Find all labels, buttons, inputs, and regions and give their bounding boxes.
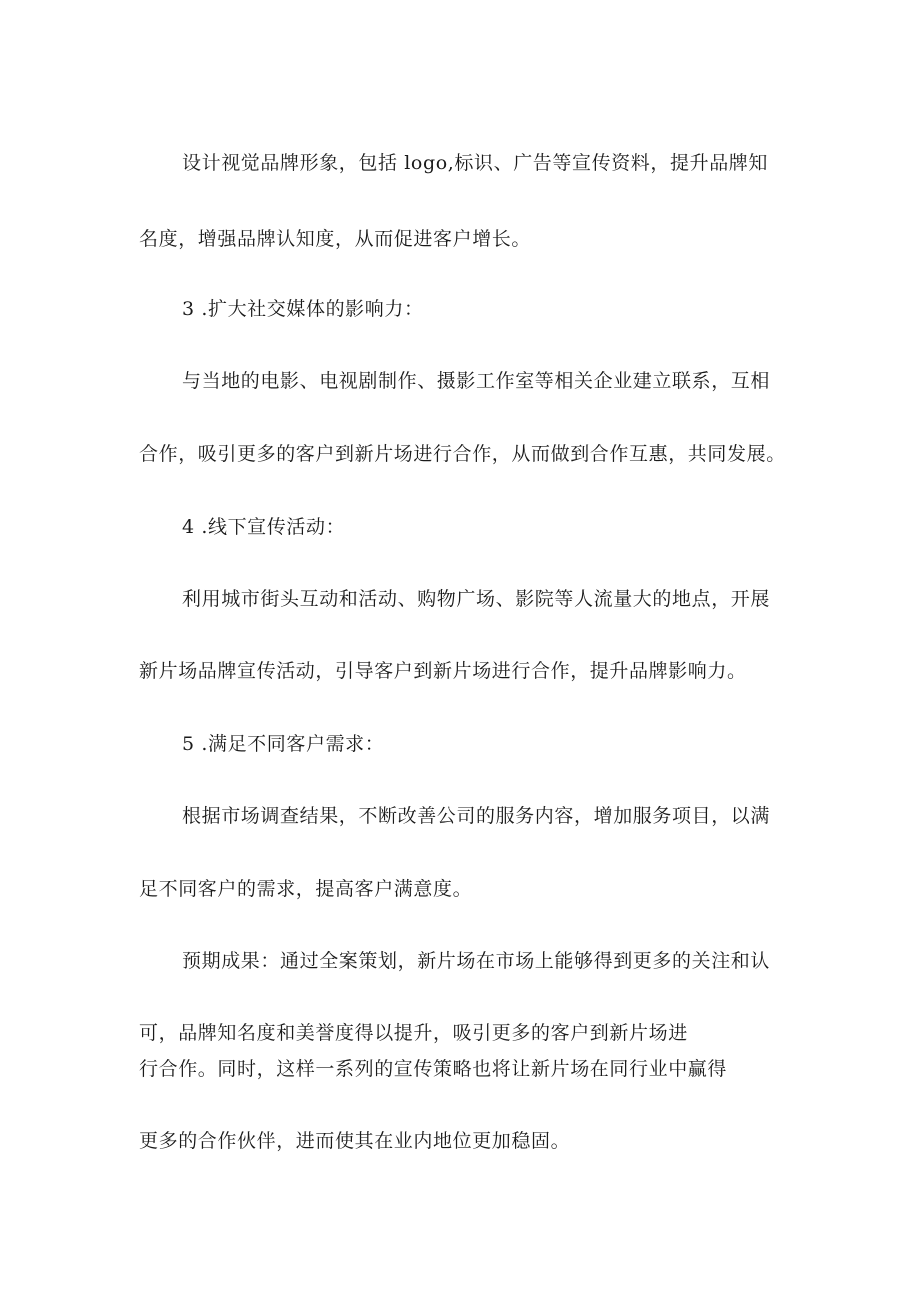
paragraph-line: 合作，吸引更多的客户到新片场进行合作，从而做到合作互惠，共同发展。 [139,443,786,465]
paragraph-line: 设计视觉品牌形象，包括 logo,标识、广告等宣传资料，提升品牌知 [182,152,768,174]
paragraph-line: 行合作。同时，这样一系列的宣传策略也将让新片场在同行业中赢得 [139,1058,728,1080]
section-heading: 4 .线下宣传活动： [182,516,346,538]
paragraph-line: 名度，增强品牌认知度，从而促进客户增长。 [139,228,532,250]
section-heading: 3 .扩大社交媒体的影响力： [182,298,424,320]
paragraph-line: 新片场品牌宣传活动，引导客户到新片场进行合作，提升品牌影响力。 [139,660,747,682]
paragraph-line: 足不同客户的需求，提高客户满意度。 [139,878,473,900]
paragraph-line: 可，品牌知名度和美誉度得以提升，吸引更多的客户到新片场进 [139,1022,688,1044]
section-heading: 5 .满足不同客户需求： [182,733,385,755]
paragraph-line: 利用城市街头互动和活动、购物广场、影院等人流量大的地点，开展 [182,588,771,610]
paragraph-line: 更多的合作伙伴，进而使其在业内地位更加稳固。 [139,1130,571,1152]
paragraph-line: 预期成果：通过全案策划，新片场在市场上能够得到更多的关注和认 [182,950,771,972]
paragraph-line: 根据市场调查结果，不断改善公司的服务内容，增加服务项目，以满 [182,805,771,827]
paragraph-line: 与当地的电影、电视剧制作、摄影工作室等相关企业建立联系，互相 [182,370,771,392]
